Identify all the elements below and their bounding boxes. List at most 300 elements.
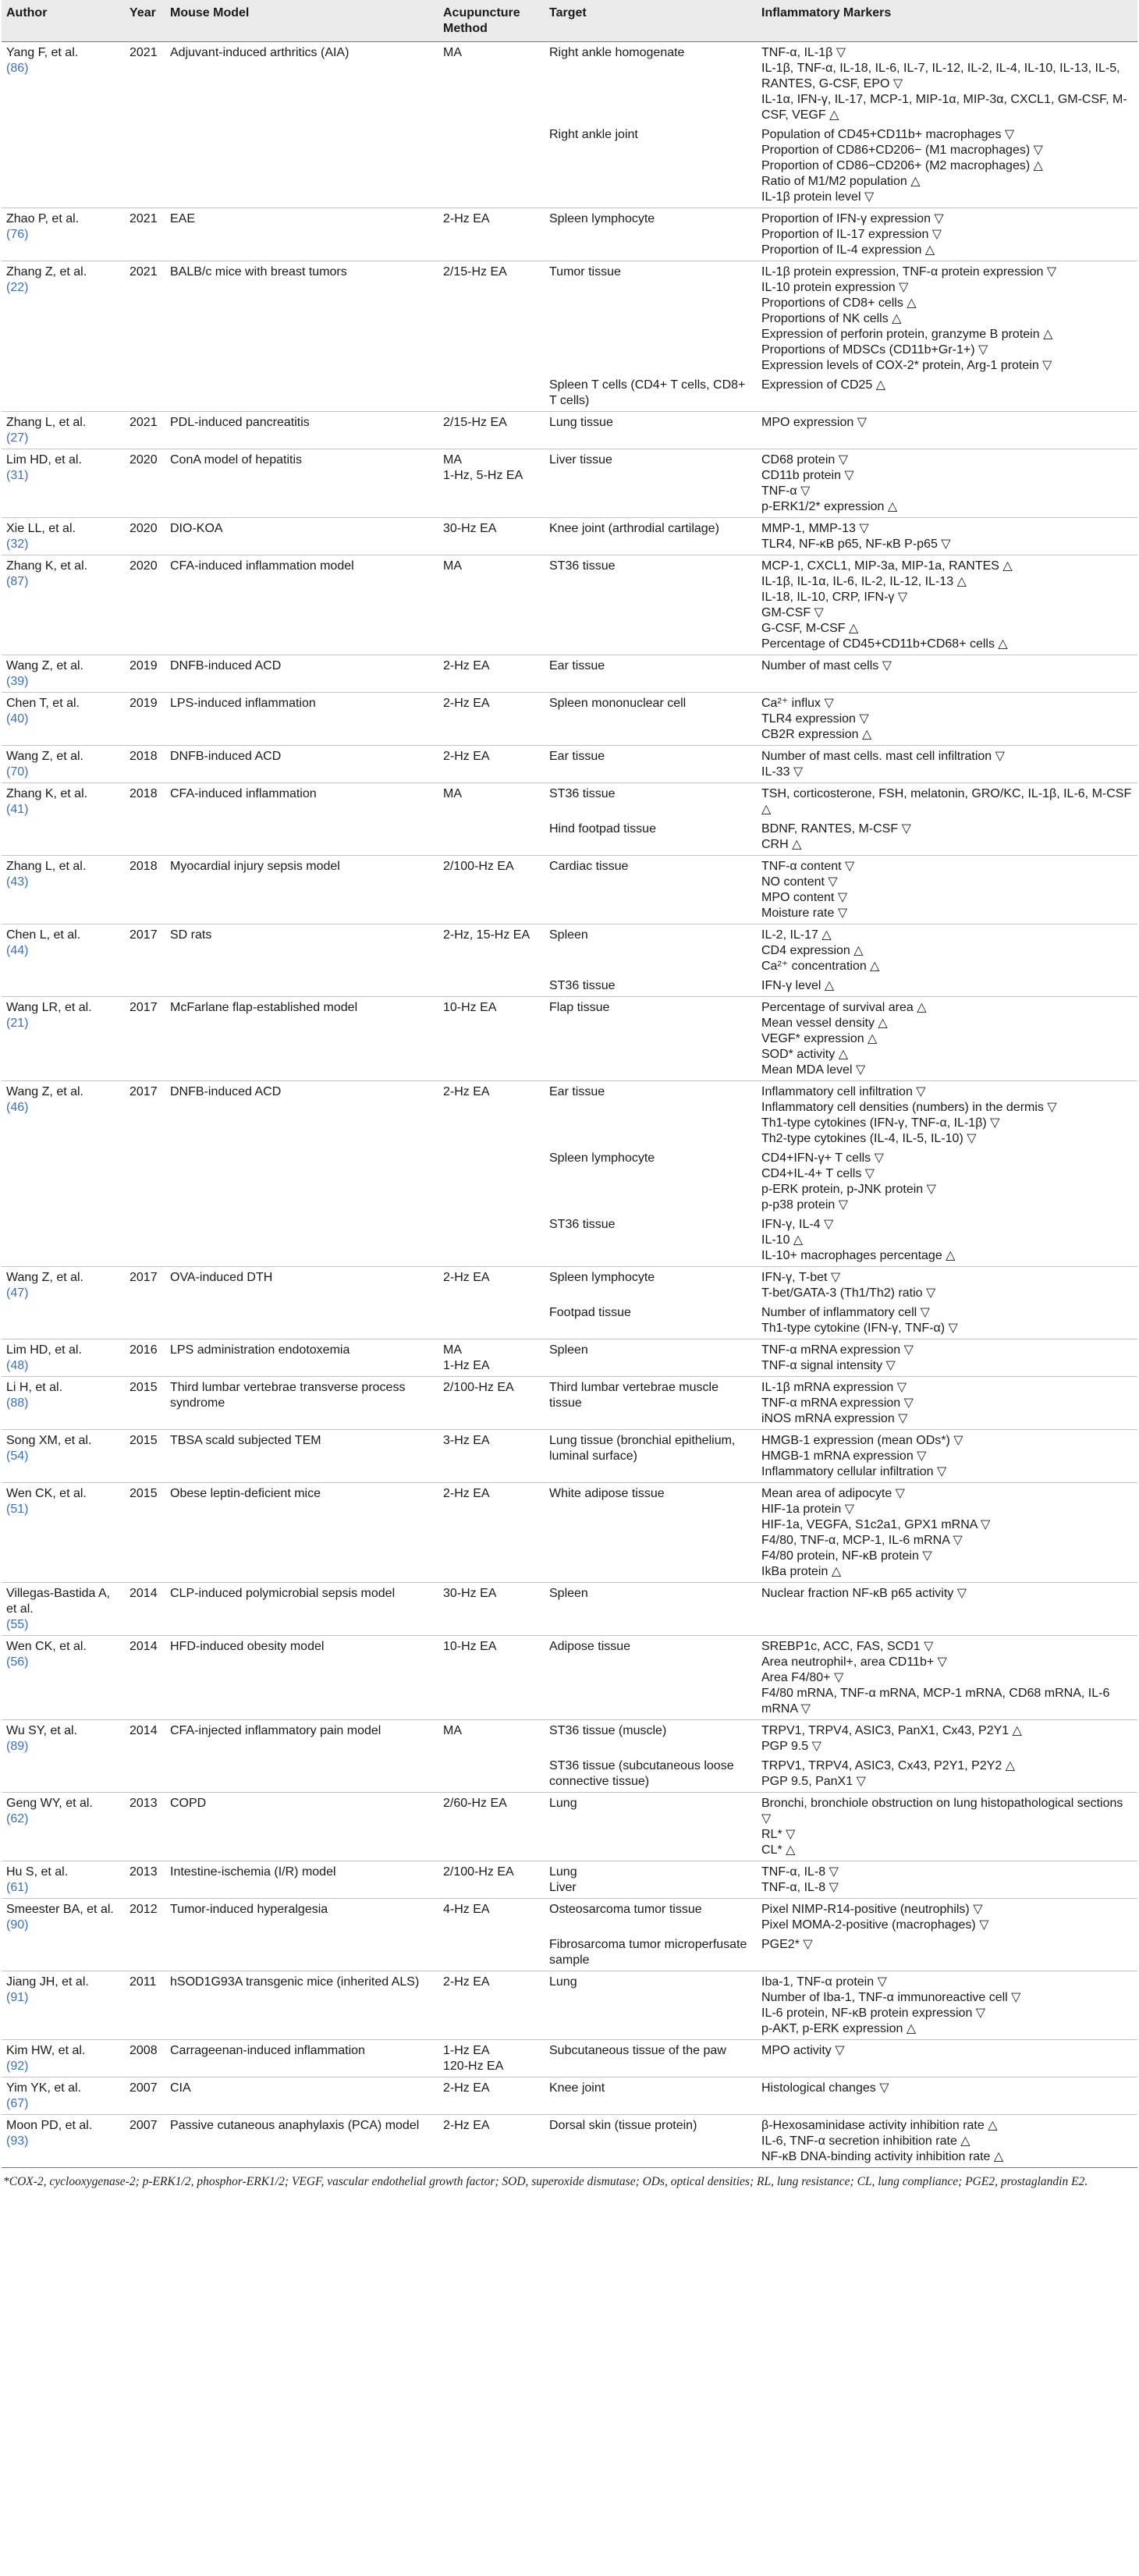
markers-cell bbox=[757, 1149, 1137, 1215]
marker-item: IL-10 protein expression ▽ bbox=[761, 281, 909, 294]
marker-item: Proportions of CD8+ cells △ bbox=[761, 296, 917, 310]
author-cell bbox=[2, 1636, 125, 1720]
marker-item: Percentage of CD45+CD11b+CD68+ cells △ bbox=[761, 637, 1008, 651]
reference-link[interactable]: (31) bbox=[6, 469, 29, 482]
target-cell: Spleen bbox=[545, 924, 757, 978]
marker-item: IL-10 △ bbox=[761, 1233, 804, 1247]
author-cell bbox=[2, 1483, 125, 1583]
author-cell bbox=[2, 2077, 125, 2115]
author-name: Zhang L, et al. bbox=[6, 416, 87, 429]
table-row bbox=[2, 1583, 1137, 1636]
footnote: *COX-2, cyclooxygenase-2; p-ERK1/2, phosphor-ERK1/2; VEGF, vascular endothelial growth factor; SOD, superoxide dismutase; ODs, optical densities; RL, lung resistance; CL, lung compliance; PGE2, prostaglandin E2. bbox=[3, 2175, 1088, 2188]
marker-item: HMGB-1 mRNA expression ▽ bbox=[761, 1449, 927, 1463]
marker-item: IL-18, IL-10, CRP, IFN-γ ▽ bbox=[761, 591, 908, 604]
markers-cell bbox=[757, 1583, 1137, 1636]
method-cell: 10-Hz EA bbox=[438, 997, 545, 1081]
target-cell: Knee joint bbox=[545, 2077, 757, 2115]
author-name: Chen L, et al. bbox=[6, 928, 81, 942]
mouse-model-cell bbox=[165, 1304, 438, 1339]
mouse-model-cell: Passive cutaneous anaphylaxis (PCA) model bbox=[165, 2115, 438, 2168]
marker-item: Ca²⁺ concentration △ bbox=[761, 960, 880, 973]
marker-item: p-p38 protein ▽ bbox=[761, 1198, 849, 1212]
marker-item: T-bet/GATA-3 (Th1/Th2) ratio ▽ bbox=[761, 1286, 936, 1300]
table-row bbox=[2, 1757, 1137, 1793]
table-row bbox=[2, 126, 1137, 208]
author-cell bbox=[2, 1861, 125, 1899]
method-cell-line: MA bbox=[443, 453, 462, 467]
method-cell bbox=[438, 376, 545, 412]
header-target: Target bbox=[545, 0, 757, 42]
method-cell: 2-Hz EA bbox=[438, 2077, 545, 2115]
year-cell: 2012 bbox=[125, 1899, 165, 1936]
target-cell: Tumor tissue bbox=[545, 261, 757, 377]
marker-item: Pixel NIMP-R14-positive (neutrophils) ▽ bbox=[761, 1903, 983, 1916]
author-name: Wen CK, et al. bbox=[6, 1487, 87, 1500]
reference-link[interactable]: (67) bbox=[6, 2097, 29, 2110]
year-cell: 2016 bbox=[125, 1339, 165, 1377]
table-row bbox=[2, 977, 1137, 997]
header-row bbox=[2, 0, 1137, 42]
markers-cell bbox=[757, 1720, 1137, 1758]
table-row bbox=[2, 1081, 1137, 1150]
mouse-model-cell: BALB/c mice with breast tumors bbox=[165, 261, 438, 377]
marker-item: Th1-type cytokines (IFN-γ, TNF-α, IL-1β) ▽ bbox=[761, 1116, 1000, 1130]
year-cell bbox=[125, 126, 165, 208]
target-cell: Knee joint (arthrodial cartilage) bbox=[545, 518, 757, 555]
author-name: Jiang JH, et al. bbox=[6, 1975, 89, 1989]
mouse-model-cell: Obese leptin-deficient mice bbox=[165, 1483, 438, 1583]
year-cell: 2021 bbox=[125, 42, 165, 126]
target-cell: Spleen mononuclear cell bbox=[545, 693, 757, 746]
author-name: Wu SY, et al. bbox=[6, 1724, 78, 1737]
mouse-model-cell: PDL-induced pancreatitis bbox=[165, 412, 438, 449]
method-cell bbox=[438, 1304, 545, 1339]
marker-item: Expression levels of COX-2* protein, Arg-1 protein ▽ bbox=[761, 359, 1052, 372]
year-cell: 2017 bbox=[125, 997, 165, 1081]
year-cell: 2021 bbox=[125, 261, 165, 377]
method-cell: 2-Hz EA bbox=[438, 1971, 545, 2040]
author-name: Wen CK, et al. bbox=[6, 1640, 87, 1653]
reference-link[interactable]: (40) bbox=[6, 712, 29, 726]
marker-item: HIF-1a protein ▽ bbox=[761, 1503, 855, 1516]
marker-item: Proportion of CD86−CD206+ (M2 macrophages) △ bbox=[761, 159, 1043, 172]
reference-link[interactable]: (76) bbox=[6, 228, 29, 241]
marker-item: Inflammatory cellular infiltration ▽ bbox=[761, 1465, 947, 1478]
marker-item: TNF-α, IL-8 ▽ bbox=[761, 1865, 839, 1879]
reference-link[interactable]: (51) bbox=[6, 1503, 29, 1516]
target-cell: Ear tissue bbox=[545, 746, 757, 783]
author-cell bbox=[2, 783, 125, 821]
method-cell-line: 1-Hz EA bbox=[443, 1359, 490, 1372]
method-cell: 2-Hz, 15-Hz EA bbox=[438, 924, 545, 978]
year-cell: 2014 bbox=[125, 1720, 165, 1758]
year-cell: 2014 bbox=[125, 1583, 165, 1636]
marker-item: IL-1β, IL-1α, IL-6, IL-2, IL-12, IL-13 △ bbox=[761, 575, 967, 588]
marker-item: Expression of perforin protein, granzyme B protein △ bbox=[761, 328, 1053, 341]
marker-item: TNF-α, IL-8 ▽ bbox=[761, 1881, 839, 1894]
mouse-model-cell: Adjuvant-induced arthritics (AIA) bbox=[165, 42, 438, 126]
reference-link[interactable]: (46) bbox=[6, 1101, 29, 1114]
reference-link[interactable]: (22) bbox=[6, 281, 29, 294]
markers-cell bbox=[757, 208, 1137, 261]
target-cell: Spleen lymphocyte bbox=[545, 1267, 757, 1304]
author-cell bbox=[2, 1899, 125, 1936]
author-cell bbox=[2, 856, 125, 924]
marker-item: IL-6, TNF-α secretion inhibition rate △ bbox=[761, 2134, 970, 2148]
author-name: Wang Z, et al. bbox=[6, 1271, 83, 1284]
marker-item: PGP 9.5 ▽ bbox=[761, 1740, 821, 1753]
target-cell: Footpad tissue bbox=[549, 1306, 631, 1319]
author-name: Li H, et al. bbox=[6, 1381, 63, 1394]
author-cell bbox=[2, 555, 125, 655]
year-cell: 2017 bbox=[125, 1267, 165, 1304]
marker-item: NO content ▽ bbox=[761, 875, 838, 889]
author-name: Zhao P, et al. bbox=[6, 212, 80, 225]
author-cell bbox=[2, 1757, 125, 1793]
target-cell: Hind footpad tissue bbox=[549, 822, 656, 836]
table-row bbox=[2, 42, 1137, 126]
table-row bbox=[2, 449, 1137, 518]
markers-cell bbox=[757, 693, 1137, 746]
marker-item: IFN-γ level △ bbox=[761, 979, 835, 992]
markers-cell bbox=[757, 1861, 1137, 1899]
marker-item: Proportion of IL-4 expression △ bbox=[761, 243, 935, 257]
marker-item: IL-10+ macrophages percentage △ bbox=[761, 1249, 956, 1262]
author-name: Zhang K, et al. bbox=[6, 787, 88, 800]
mouse-model-cell: CIA bbox=[165, 2077, 438, 2115]
method-cell: 2-Hz EA bbox=[438, 2115, 545, 2168]
header-author: Author bbox=[2, 0, 125, 42]
author-name: Smeester BA, et al. bbox=[6, 1903, 114, 1916]
table-row bbox=[2, 1899, 1137, 1936]
author-cell bbox=[2, 655, 125, 693]
table-row bbox=[2, 555, 1137, 655]
target-cell: Right ankle homogenate bbox=[545, 42, 757, 126]
marker-item: TNF-α signal intensity ▽ bbox=[761, 1359, 896, 1372]
author-cell bbox=[2, 1339, 125, 1377]
table-row bbox=[2, 997, 1137, 1081]
reference-link[interactable]: (87) bbox=[6, 575, 29, 588]
markers-cell bbox=[757, 1899, 1137, 1936]
header-acupuncture-method: Acupuncture Method bbox=[438, 0, 545, 42]
author-cell bbox=[2, 977, 125, 997]
mouse-model-cell: OVA-induced DTH bbox=[165, 1267, 438, 1304]
method-cell: 10-Hz EA bbox=[438, 1636, 545, 1720]
author-cell bbox=[2, 1081, 125, 1150]
method-cell: 2-Hz EA bbox=[438, 693, 545, 746]
markers-cell bbox=[757, 1483, 1137, 1583]
method-cell-line: MA bbox=[443, 1343, 462, 1357]
reference-link[interactable]: (86) bbox=[6, 62, 29, 75]
marker-item: MPO content ▽ bbox=[761, 891, 848, 904]
year-cell: 2020 bbox=[125, 518, 165, 555]
author-cell bbox=[2, 2040, 125, 2077]
method-cell: 2-Hz EA bbox=[438, 746, 545, 783]
mouse-model-cell bbox=[165, 977, 438, 997]
markers-cell bbox=[757, 1267, 1137, 1304]
target-cell: Spleen lymphocyte bbox=[545, 208, 757, 261]
reference-link[interactable]: (39) bbox=[6, 675, 29, 688]
markers-cell bbox=[757, 42, 1137, 126]
mouse-model-cell bbox=[165, 1936, 438, 1971]
marker-item: Area F4/80+ ▽ bbox=[761, 1671, 844, 1684]
target-cell: ST36 tissue (subcutaneous loose connective tissue) bbox=[549, 1759, 734, 1788]
marker-item: CRH △ bbox=[761, 838, 802, 851]
target-cell: Lung bbox=[545, 1793, 757, 1861]
inflammatory-markers-table bbox=[2, 0, 1137, 2168]
table-row bbox=[2, 856, 1137, 924]
target-cell: Ear tissue bbox=[545, 655, 757, 693]
marker-item: Proportion of IL-17 expression ▽ bbox=[761, 228, 942, 241]
marker-item: RL* ▽ bbox=[761, 1828, 796, 1841]
marker-item: Number of mast cells ▽ bbox=[761, 659, 892, 672]
table-row bbox=[2, 1430, 1137, 1483]
mouse-model-cell: LPS-induced inflammation bbox=[165, 693, 438, 746]
markers-cell bbox=[757, 261, 1137, 377]
markers-cell bbox=[757, 555, 1137, 655]
year-cell: 2015 bbox=[125, 1377, 165, 1430]
marker-item: TRPV1, TRPV4, ASIC3, PanX1, Cx43, P2Y1 △ bbox=[761, 1724, 1022, 1737]
marker-item: IL-33 ▽ bbox=[761, 765, 804, 779]
method-cell-line: 1-Hz EA bbox=[443, 2044, 490, 2057]
marker-item: Inflammatory cell densities (numbers) in the dermis ▽ bbox=[761, 1101, 1057, 1114]
marker-item: F4/80, TNF-α, MCP-1, IL-6 mRNA ▽ bbox=[761, 1534, 963, 1547]
mouse-model-cell: DNFB-induced ACD bbox=[165, 1081, 438, 1150]
target-cell: Lung tissue (bronchial epithelium, luminal surface) bbox=[545, 1430, 757, 1483]
marker-item: IL-1β, TNF-α, IL-18, IL-6, IL-7, IL-12, IL-2, IL-4, IL-10, IL-13, IL-5, RANTES, G-CSF, EPO ▽ bbox=[761, 62, 1120, 90]
marker-item: CD4+IFN-γ+ T cells ▽ bbox=[761, 1151, 884, 1165]
markers-cell bbox=[757, 977, 1137, 997]
method-cell: MA bbox=[438, 783, 545, 821]
method-cell: 2-Hz EA bbox=[438, 208, 545, 261]
method-cell: 2/15-Hz EA bbox=[438, 412, 545, 449]
table-row bbox=[2, 208, 1137, 261]
method-cell bbox=[438, 1149, 545, 1215]
target-cell: Dorsal skin (tissue protein) bbox=[545, 2115, 757, 2168]
mouse-model-cell: LPS administration endotoxemia bbox=[165, 1339, 438, 1377]
reference-link[interactable]: (70) bbox=[6, 765, 29, 779]
table-row bbox=[2, 1483, 1137, 1583]
marker-item: Proportions of NK cells △ bbox=[761, 312, 902, 325]
author-cell bbox=[2, 1149, 125, 1215]
marker-item: p-ERK1/2* expression △ bbox=[761, 500, 898, 513]
table-row bbox=[2, 783, 1137, 821]
target-cell: Adipose tissue bbox=[545, 1636, 757, 1720]
year-cell: 2013 bbox=[125, 1793, 165, 1861]
marker-item: Inflammatory cell infiltration ▽ bbox=[761, 1085, 926, 1098]
marker-item: Percentage of survival area △ bbox=[761, 1001, 927, 1014]
author-cell bbox=[2, 208, 125, 261]
method-cell: 2/100-Hz EA bbox=[438, 1377, 545, 1430]
mouse-model-cell: CLP-induced polymicrobial sepsis model bbox=[165, 1583, 438, 1636]
author-name: Yim YK, et al. bbox=[6, 2081, 82, 2095]
marker-item: BDNF, RANTES, M-CSF ▽ bbox=[761, 822, 911, 836]
year-cell: 2020 bbox=[125, 449, 165, 518]
author-cell bbox=[2, 518, 125, 555]
author-cell bbox=[2, 693, 125, 746]
year-cell: 2021 bbox=[125, 208, 165, 261]
author-cell bbox=[2, 1215, 125, 1267]
year-cell bbox=[125, 376, 165, 412]
marker-item: PGP 9.5, PanX1 ▽ bbox=[761, 1775, 866, 1788]
table-row bbox=[2, 1377, 1137, 1430]
marker-item: Ca²⁺ influx ▽ bbox=[761, 697, 834, 710]
year-cell: 2020 bbox=[125, 555, 165, 655]
table-row bbox=[2, 1339, 1137, 1377]
year-cell bbox=[125, 1149, 165, 1215]
method-cell bbox=[438, 2040, 545, 2077]
reference-link[interactable]: (44) bbox=[6, 944, 29, 957]
author-name: Moon PD, et al. bbox=[6, 2119, 93, 2132]
method-cell: 30-Hz EA bbox=[438, 518, 545, 555]
method-cell: 2/15-Hz EA bbox=[438, 261, 545, 377]
mouse-model-cell bbox=[165, 1149, 438, 1215]
mouse-model-cell: Intestine-ischemia (I/R) model bbox=[165, 1861, 438, 1899]
target-cell: Spleen T cells (CD4+ T cells, CD8+ T cells) bbox=[549, 378, 746, 407]
method-cell: 2-Hz EA bbox=[438, 1081, 545, 1150]
year-cell: 2018 bbox=[125, 746, 165, 783]
year-cell: 2011 bbox=[125, 1971, 165, 2040]
reference-link[interactable]: (61) bbox=[6, 1881, 29, 1894]
author-cell bbox=[2, 1430, 125, 1483]
reference-link[interactable]: (88) bbox=[6, 1396, 29, 1410]
markers-cell bbox=[757, 2115, 1137, 2168]
reference-link[interactable]: (62) bbox=[6, 1812, 29, 1826]
year-cell: 2018 bbox=[125, 856, 165, 924]
marker-item: Proportions of MDSCs (CD11b+Gr-1+) ▽ bbox=[761, 343, 988, 357]
year-cell: 2015 bbox=[125, 1430, 165, 1483]
header-inflammatory-markers: Inflammatory Markers bbox=[757, 0, 1137, 42]
mouse-model-cell: CFA-induced inflammation bbox=[165, 783, 438, 821]
author-cell bbox=[2, 261, 125, 377]
author-cell bbox=[2, 42, 125, 126]
marker-item: Th1-type cytokine (IFN-γ, TNF-α) ▽ bbox=[761, 1322, 958, 1335]
method-cell: 2-Hz EA bbox=[438, 655, 545, 693]
author-cell bbox=[2, 1377, 125, 1430]
marker-item: IFN-γ, IL-4 ▽ bbox=[761, 1218, 834, 1231]
mouse-model-cell: Carrageenan-induced inflammation bbox=[165, 2040, 438, 2077]
header-mouse-model: Mouse Model bbox=[165, 0, 438, 42]
method-cell bbox=[438, 1339, 545, 1377]
method-cell: 30-Hz EA bbox=[438, 1583, 545, 1636]
markers-cell bbox=[757, 2077, 1137, 2115]
table-row bbox=[2, 1971, 1137, 2040]
marker-item: Number of Iba-1, TNF-α immunoreactive cell ▽ bbox=[761, 1991, 1021, 2004]
author-name: Kim HW, et al. bbox=[6, 2044, 86, 2057]
marker-item: CB2R expression △ bbox=[761, 728, 872, 741]
year-cell bbox=[125, 1936, 165, 1971]
table-row bbox=[2, 1936, 1137, 1971]
marker-item: MPO expression ▽ bbox=[761, 416, 868, 429]
author-name: Wang Z, et al. bbox=[6, 659, 83, 672]
markers-cell bbox=[757, 1081, 1137, 1150]
year-cell bbox=[125, 1757, 165, 1793]
method-cell bbox=[438, 1936, 545, 1971]
table-row bbox=[2, 1267, 1137, 1304]
table-row bbox=[2, 2077, 1137, 2115]
author-name: Song XM, et al. bbox=[6, 1434, 92, 1447]
markers-cell bbox=[757, 449, 1137, 518]
year-cell: 2019 bbox=[125, 655, 165, 693]
year-cell bbox=[125, 977, 165, 997]
marker-item: HIF-1a, VEGFA, S1c2a1, GPX1 mRNA ▽ bbox=[761, 1518, 991, 1531]
reference-link[interactable]: (21) bbox=[6, 1017, 29, 1030]
markers-cell bbox=[757, 1936, 1137, 1971]
year-cell: 2017 bbox=[125, 1081, 165, 1150]
target-cell: Cardiac tissue bbox=[545, 856, 757, 924]
author-cell bbox=[2, 746, 125, 783]
reference-link[interactable]: (32) bbox=[6, 538, 29, 551]
mouse-model-cell: ConA model of hepatitis bbox=[165, 449, 438, 518]
marker-item: Mean vessel density △ bbox=[761, 1017, 888, 1030]
marker-item: IkBa protein △ bbox=[761, 1565, 842, 1578]
reference-link[interactable]: (47) bbox=[6, 1286, 29, 1300]
header-year: Year bbox=[125, 0, 165, 42]
author-cell bbox=[2, 412, 125, 449]
marker-item: F4/80 mRNA, TNF-α mRNA, MCP-1 mRNA, CD68 mRNA, IL-6 mRNA ▽ bbox=[761, 1687, 1110, 1716]
author-cell bbox=[2, 1304, 125, 1339]
table-row bbox=[2, 924, 1137, 978]
reference-link[interactable]: (91) bbox=[6, 1991, 29, 2004]
marker-item: IL-1β protein level ▽ bbox=[761, 190, 875, 204]
target-cell-line: Lung bbox=[549, 1865, 577, 1879]
reference-link[interactable]: (93) bbox=[6, 2134, 29, 2148]
table-row bbox=[2, 376, 1137, 412]
marker-item: IL-2, IL-17 △ bbox=[761, 928, 832, 942]
target-cell: ST36 tissue (muscle) bbox=[545, 1720, 757, 1758]
table-row bbox=[2, 820, 1137, 856]
method-cell bbox=[438, 1215, 545, 1267]
markers-cell bbox=[757, 1757, 1137, 1793]
author-cell bbox=[2, 126, 125, 208]
markers-cell bbox=[757, 412, 1137, 449]
year-cell: 2019 bbox=[125, 693, 165, 746]
mouse-model-cell: SD rats bbox=[165, 924, 438, 978]
reference-link[interactable]: (55) bbox=[6, 1618, 29, 1631]
markers-cell bbox=[757, 518, 1137, 555]
reference-link[interactable]: (89) bbox=[6, 1740, 29, 1753]
target-cell: Ear tissue bbox=[545, 1081, 757, 1150]
reference-link[interactable]: (27) bbox=[6, 431, 29, 445]
markers-cell bbox=[757, 783, 1137, 821]
reference-link[interactable]: (54) bbox=[6, 1449, 29, 1463]
author-name: Wang LR, et al. bbox=[6, 1001, 92, 1014]
year-cell: 2008 bbox=[125, 2040, 165, 2077]
reference-link[interactable]: (43) bbox=[6, 875, 29, 889]
author-name: Zhang L, et al. bbox=[6, 860, 87, 873]
reference-link[interactable]: (48) bbox=[6, 1359, 29, 1372]
reference-link[interactable]: (41) bbox=[6, 803, 29, 816]
method-cell bbox=[438, 820, 545, 856]
reference-link[interactable]: (90) bbox=[6, 1918, 29, 1932]
year-cell: 2015 bbox=[125, 1483, 165, 1583]
reference-link[interactable]: (56) bbox=[6, 1655, 29, 1669]
year-cell: 2018 bbox=[125, 783, 165, 821]
target-cell: Osteosarcoma tumor tissue bbox=[545, 1899, 757, 1936]
year-cell: 2013 bbox=[125, 1861, 165, 1899]
marker-item: MPO activity ▽ bbox=[761, 2044, 845, 2057]
reference-link[interactable]: (92) bbox=[6, 2060, 29, 2073]
method-cell: 2/60-Hz EA bbox=[438, 1793, 545, 1861]
target-cell: Spleen bbox=[545, 1339, 757, 1377]
marker-item: VEGF* expression △ bbox=[761, 1032, 878, 1045]
method-cell: 2-Hz EA bbox=[438, 1267, 545, 1304]
mouse-model-cell: DNFB-induced ACD bbox=[165, 746, 438, 783]
marker-item: TSH, corticosterone, FSH, melatonin, GRO/KC, IL-1β, IL-6, M-CSF △ bbox=[761, 787, 1132, 816]
mouse-model-cell: Tumor-induced hyperalgesia bbox=[165, 1899, 438, 1936]
table-row bbox=[2, 412, 1137, 449]
year-cell bbox=[125, 1215, 165, 1267]
